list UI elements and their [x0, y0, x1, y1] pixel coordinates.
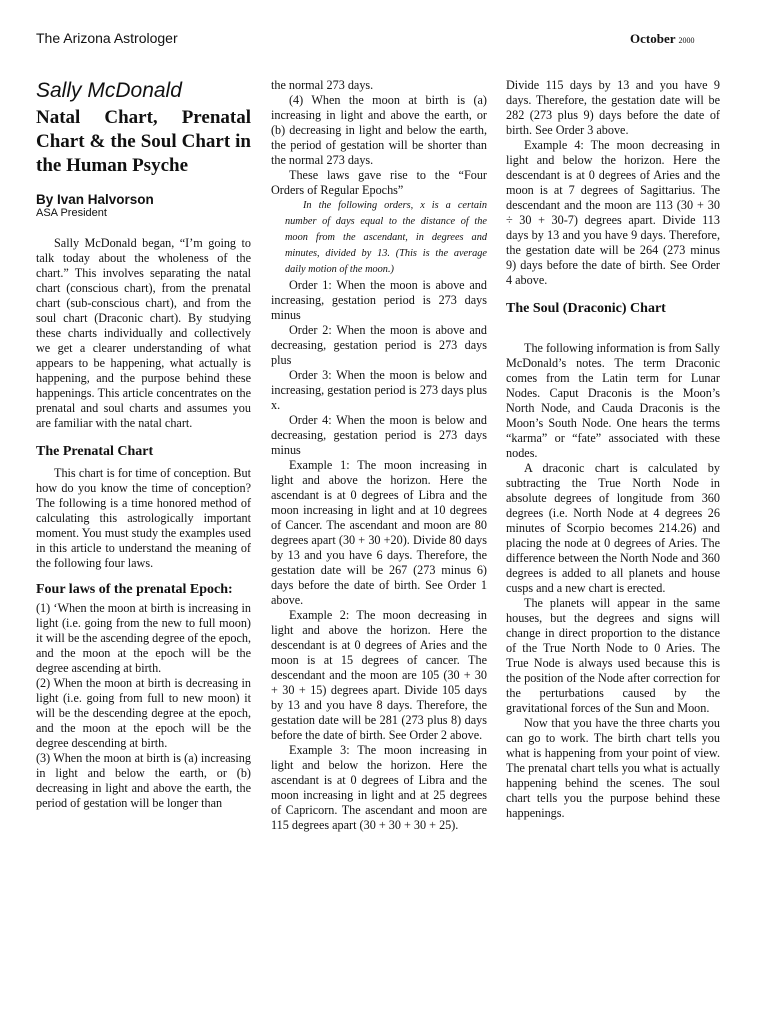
intro-paragraph: Sally McDonald began, “I’m going to talk today about the wholeness of the chart.” This involves separating the natal chart (conscious chart), from the prenatal chart (sub-conscious chart), and from the soul chart (Draconic chart). By studying these charts individually and collectively we get a clearer understanding of what appears to be happening, what actually is happening, and the purpose behind these happenings. This article concentrates on the prenatal and soul charts and assumes you are familiar with the natal chart. [36, 236, 251, 430]
order-1: Order 1: When the moon is above and increasing, gestation period is 273 days minus [271, 278, 487, 322]
example-4: Example 4: The moon decreasing in light and below the horizon. Here the descendant is at 0 degrees of Aries and the moon is at 7 degrees of Sagittarius. The descendant and the moon are 113 (30 + 30 ÷ 30 + 30-7) degrees apart. Divide 113 days by 13 and you have 9 days. Therefore, the gestation date will be 264 (273 minus 9) days before the date of birth. See Order 4 above. [506, 138, 720, 287]
column-2 [271, 78, 487, 833]
soul-paragraph-4: Now that you have the three charts you can go to work. The birth chart tells you what is happening from your point of view. The prenatal chart tells you what is actually happening behind the scenes. The soul chart tells you the purpose behind these happenings. [506, 716, 720, 820]
law-2: (2) When the moon at birth is decreasing in light (i.e. going from full to new moon) it will be the descending degree at the epoch, and the moon at the epoch will be the degree descending at birth. [36, 676, 251, 750]
column-1 [36, 78, 251, 811]
order-3: Order 3: When the moon is below and increasing, gestation period is 273 days plus x. [271, 368, 487, 412]
order-4: Order 4: When the moon is below and decreasing, gestation period is 273 days minus [271, 413, 487, 457]
example-2: Example 2: The moon decreasing in light and above the horizon. Here the descendant is at 0 degrees of Aries and the moon is at 15 degrees of cancer. The descendant and the moon are 105 (30 + 30 + 30 + 15) degrees apart. Divide 105 days by 13 and you have 8 days. Therefore, the gestation date will be 281 (273 plus 8) days before the date of birth. See Order 2 above. [271, 608, 487, 742]
law-1: (1) ‘When the moon at birth is increasing in light (i.e. going from the new to full moon) it will be the ascending degree of the epoch, and the moon at the epoch will be the degree ascending at birth. [36, 601, 251, 675]
four-orders-intro: These laws gave rise to the “Four Orders of Regular Epochs” [271, 168, 487, 197]
column-3 [506, 78, 720, 821]
soul-paragraph-3: The planets will appear in the same houses, but the degrees and signs will change in direct proportion to the distance of the True North Node to 0 Aries. The True Node is always used because this is the position of the Node after correction for the perturbations caused by the gravitational forces of the Sun and Moon. [506, 596, 720, 715]
soul-paragraph-2: A draconic chart is calculated by subtracting the True North Node in absolute degrees of longitude from 360 degrees (i.e. North Node at 4 degrees 26 minutes of Scorpio becomes 214.26) and placing the node at 0 degrees of Aries. The difference between the North Node and 360 degrees is added to all planets and house cusps and a new chart is erected. [506, 461, 720, 595]
spacer [506, 323, 720, 341]
orders-note: In the following orders, x is a certain number of days equal to the distance of the moon from the ascendant, in degrees and minutes, divided by 13. (This is the average daily motion of the moon.) [285, 200, 487, 275]
issue-year: 2000 [678, 36, 695, 45]
order-2: Order 2: When the moon is above and decreasing, gestation period is 273 days plus [271, 323, 487, 367]
issue-month: October [630, 31, 676, 46]
prenatal-paragraph: This chart is for time of conception. But how do you know the time of conception? The following is a time honored method of calculating this astrologically important moment. You must study the examples used in this article to understand the meaning of the following four laws. [36, 466, 251, 570]
prenatal-chart-heading: The Prenatal Chart [36, 444, 154, 459]
publication-name: The Arizona Astrologer [36, 30, 178, 46]
soul-paragraph-1: The following information is from Sally McDonald’s notes. The term Draconic comes from the Latin term for Lunar Nodes. Caput Draconis is the Moon’s North Node, and Cauda Draconis is the Moon’s South Node. One hears the terms “karma” or “fate” associated with these nodes. [506, 341, 720, 460]
law-3: (3) When the moon at birth is (a) increasing in light and below the earth, or (b) decreasing in light and above the earth, the period of gestation will be longer than [36, 751, 251, 810]
example-1: Example 1: The moon increasing in light and above the horizon. Here the ascendant is at 0 degrees of Libra and the moon increasing in light and at 10 degrees of Cancer. The ascendant and moon are 80 degrees apart (30 + 30 +20). Divide 80 days by 13 and you have 6 days. Therefore, the gestation date will be 267 (273 minus 6) days before the date of birth. See Order 1 above. [271, 458, 487, 607]
example-3-continued: Divide 115 days by 13 and you have 9 days. Therefore, the gestation date will be 282 (273 plus 9) days before the date of birth. See Order 3 above. [506, 78, 720, 137]
article-title: Natal Chart, Prenatal Chart & the Soul Chart in the Human Psyche [36, 107, 251, 176]
byline: By Ivan Halvorson [36, 192, 154, 207]
example-3: Example 3: The moon increasing in light and below the horizon. Here the ascendant is at 0 degrees of Libra and the moon increasing in light and at 25 degrees of Capricorn. The ascendant and moon are 115 degrees apart (30 + 30 + 30 + 25). [271, 743, 487, 832]
byline-role: ASA President [36, 207, 107, 219]
law-3-continued: the normal 273 days. [271, 78, 374, 92]
law-4: (4) When the moon at birth is (a) increasing in light and above the earth, or (b) decreasing in light and below the earth, the period of gestation will be shorter than the normal 273 days. [271, 93, 487, 167]
soul-chart-heading: The Soul (Draconic) Chart [506, 301, 666, 316]
four-laws-heading: Four laws of the prenatal Epoch: [36, 582, 233, 597]
article-author-heading: Sally McDonald [36, 79, 182, 102]
issue-date [630, 31, 695, 47]
